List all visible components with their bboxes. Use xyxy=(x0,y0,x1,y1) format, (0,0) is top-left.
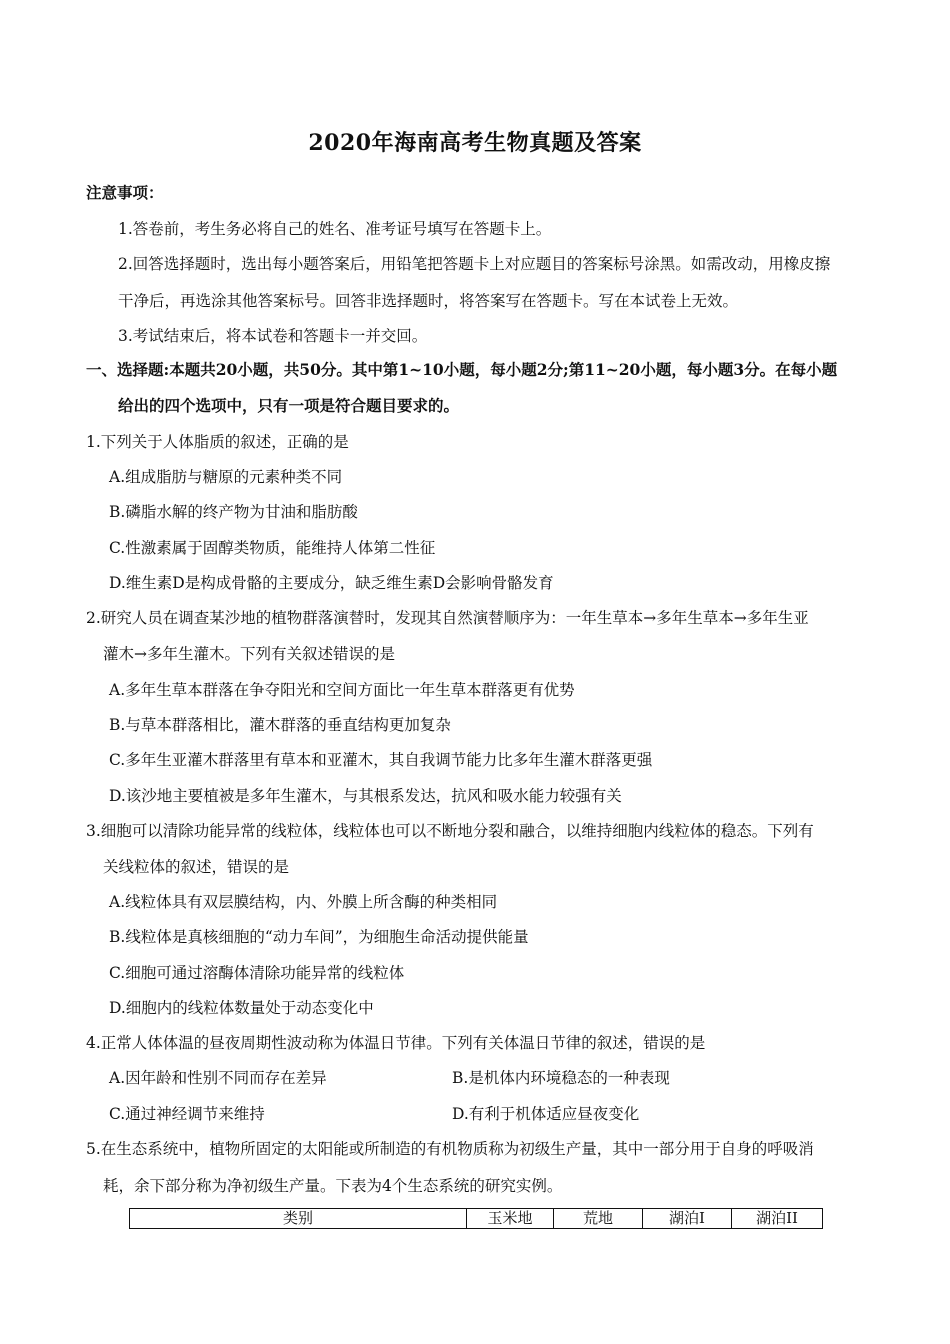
option-b: B.是机体内环境稳态的一种表现 xyxy=(452,1069,670,1087)
notice-item: 干净后，再选涂其他答案标号。回答非选择题时，将答案写在答题卡。写在本试卷上无效。 xyxy=(118,292,739,310)
table-header-cell: 玉米地 xyxy=(467,1209,554,1229)
notice-heading: 注意事项： xyxy=(86,183,164,202)
option-b: B.与草本群落相比，灌木群落的垂直结构更加复杂 xyxy=(109,716,451,734)
question-stem: 5.在生态系统中，植物所固定的太阳能或所制造的有机物质称为初级生产量，其中一部分用于自身的呼吸消 xyxy=(86,1140,814,1158)
section-heading-cont: 给出的四个选项中，只有一项是符合题目要求的。 xyxy=(118,396,460,415)
option-c: C.通过神经调节来维持 xyxy=(109,1105,265,1123)
table-header-cell: 湖泊II xyxy=(732,1209,823,1229)
option-a: A.线粒体具有双层膜结构，内、外膜上所含酶的种类相同 xyxy=(109,893,498,911)
notice-item: 1.答卷前，考生务必将自己的姓名、准考证号填写在答题卡上。 xyxy=(118,220,552,238)
option-a: A.组成脂肪与糖原的元素种类不同 xyxy=(109,468,343,486)
option-d: D.有利于机体适应昼夜变化 xyxy=(452,1105,640,1123)
question-stem: 4.正常人体体温的昼夜周期性波动称为体温日节律。下列有关体温日节律的叙述，错误的是 xyxy=(86,1034,706,1052)
option-c: C.多年生亚灌木群落里有草本和亚灌木，其自我调节能力比多年生灌木群落更强 xyxy=(109,751,653,769)
notice-item: 2.回答选择题时，选出每小题答案后，用铅笔把答题卡上对应题目的答案标号涂黑。如需改动，用橡皮擦 xyxy=(118,255,831,273)
option-c: C.性激素属于固醇类物质，能维持人体第二性征 xyxy=(109,539,436,557)
option-b: B.磷脂水解的终产物为甘油和脂肪酸 xyxy=(109,503,358,521)
table-header-cell: 荒地 xyxy=(554,1209,643,1229)
table-header-cell: 湖泊I xyxy=(643,1209,732,1229)
question-stem-cont: 灌木→多年生灌木。下列有关叙述错误的是 xyxy=(103,645,395,663)
table-header-row xyxy=(130,1209,823,1229)
option-d: D.维生素D是构成骨骼的主要成分，缺乏维生素D会影响骨骼发育 xyxy=(109,574,554,592)
page-title: 2020年海南高考生物真题及答案 xyxy=(308,130,642,156)
question-stem-cont: 关线粒体的叙述，错误的是 xyxy=(103,858,290,876)
question-stem: 2.研究人员在调查某沙地的植物群落演替时，发现其自然演替顺序为：一年生草本→多年生草本→多年生亚 xyxy=(86,609,809,627)
option-d: D.该沙地主要植被是多年生灌木，与其根系发达，抗风和吸水能力较强有关 xyxy=(109,787,622,805)
ecosystem-table xyxy=(129,1208,823,1229)
option-a: A.因年龄和性别不同而存在差异 xyxy=(109,1069,327,1087)
table-header-cell: 类别 xyxy=(130,1209,467,1229)
option-a: A.多年生草本群落在争夺阳光和空间方面比一年生草本群落更有优势 xyxy=(109,681,575,699)
question-stem-cont: 耗，余下部分称为净初级生产量。下表为4个生态系统的研究实例。 xyxy=(103,1177,563,1195)
question-stem: 1.下列关于人体脂质的叙述，正确的是 xyxy=(86,433,349,451)
section-heading: 一、选择题:本题共20小题，共50分。其中第1~10小题，每小题2分;第11~20小题，每小题3分。在每小题 xyxy=(86,360,838,379)
question-stem: 3.细胞可以清除功能异常的线粒体，线粒体也可以不断地分裂和融合，以维持细胞内线粒体的稳态。下列有 xyxy=(86,822,814,840)
notice-item: 3.考试结束后，将本试卷和答题卡一并交回。 xyxy=(118,327,428,345)
option-c: C.细胞可通过溶酶体清除功能异常的线粒体 xyxy=(109,964,405,982)
option-d: D.细胞内的线粒体数量处于动态变化中 xyxy=(109,999,374,1017)
option-b: B.线粒体是真核细胞的“动力车间”，为细胞生命活动提供能量 xyxy=(109,928,529,946)
